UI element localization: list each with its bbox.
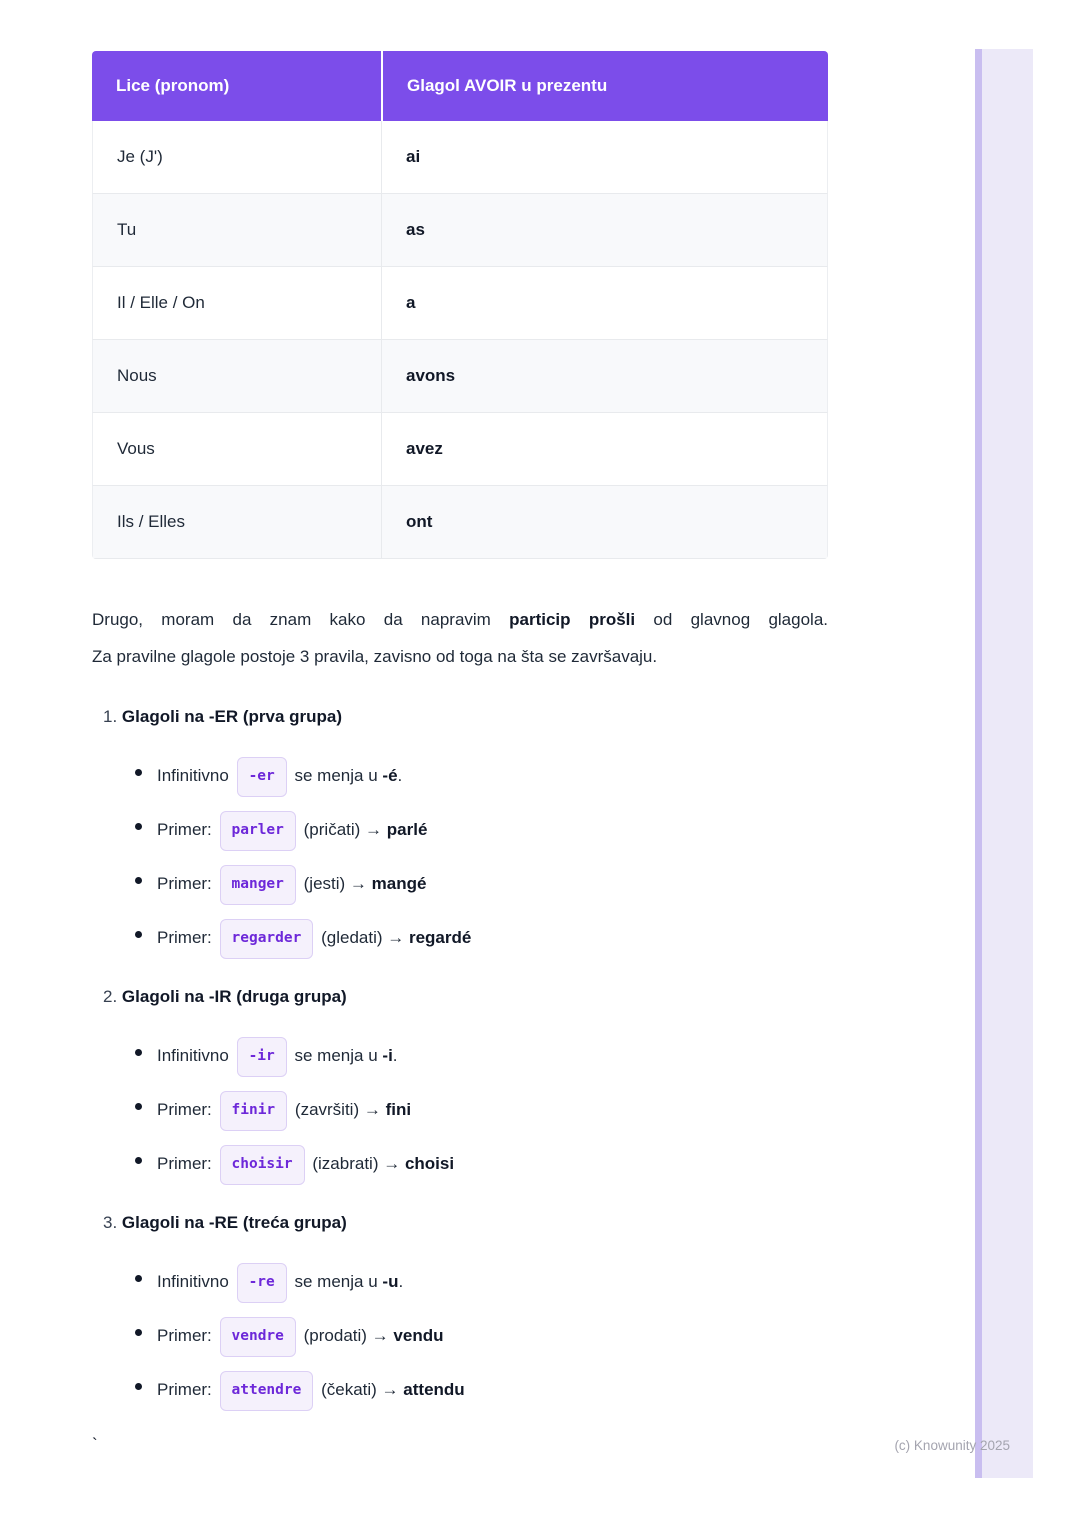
verb-group-list xyxy=(92,703,828,1411)
code-pill: regarder xyxy=(220,919,314,959)
example-item: Primer: manger (jesti) → mangé xyxy=(92,865,828,905)
intro-line-2: Za pravilne glagole postoje 3 pravila, zavisno od toga na šta se završavaju. xyxy=(92,647,658,666)
scrollbar-track xyxy=(981,49,1033,1478)
scrollbar-thumb[interactable] xyxy=(975,49,982,1478)
verb-cell: avons xyxy=(381,340,828,413)
pronoun-cell: Vous xyxy=(92,413,381,486)
table-header-pronoun: Lice (pronom) xyxy=(92,51,381,121)
group-title: Glagoli na -IR (druga grupa) xyxy=(121,987,347,1006)
verb-cell: ai xyxy=(381,121,828,194)
pronoun-cell: Je (J') xyxy=(92,121,381,194)
rule-item: Infinitivno -ir se menja u -i. xyxy=(92,1037,828,1077)
intro-bold-term: particip prošli xyxy=(509,610,636,629)
group-heading xyxy=(92,1209,828,1237)
table-row xyxy=(92,486,828,559)
code-pill: -er xyxy=(237,757,287,797)
rule-item: Infinitivno -er se menja u -é. xyxy=(92,757,828,797)
table-row xyxy=(92,267,828,340)
verb-cell: a xyxy=(381,267,828,340)
table-header-verb: Glagol AVOIR u prezentu xyxy=(381,51,828,121)
avoir-conjugation-table xyxy=(92,51,828,559)
group-title: Glagoli na -RE (treća grupa) xyxy=(121,1213,347,1232)
intro-text: Drugo, moram da znam kako da napravim xyxy=(92,610,510,629)
document-content xyxy=(92,51,828,1455)
code-pill: -ir xyxy=(237,1037,287,1077)
group-number: 1. xyxy=(103,707,118,726)
group-title: Glagoli na -ER (prva grupa) xyxy=(121,707,343,726)
group-number: 2. xyxy=(103,987,118,1006)
code-pill: -re xyxy=(237,1263,287,1303)
verb-cell: ont xyxy=(381,486,828,559)
example-item: Primer: regarder (gledati) → regardé xyxy=(92,919,828,959)
intro-line-1 xyxy=(92,601,828,638)
intro-text: od glavnog glagola. xyxy=(635,610,828,629)
intro-paragraph xyxy=(92,601,828,675)
pronoun-cell: Il / Elle / On xyxy=(92,267,381,340)
code-pill: parler xyxy=(220,811,296,851)
table-row xyxy=(92,413,828,486)
code-pill: vendre xyxy=(220,1317,296,1357)
pronoun-cell: Nous xyxy=(92,340,381,413)
rule-item: Infinitivno -re se menja u -u. xyxy=(92,1263,828,1303)
verb-cell: avez xyxy=(381,413,828,486)
table-header-row xyxy=(92,51,828,121)
stray-backtick: ` xyxy=(92,1435,98,1454)
code-pill: attendre xyxy=(220,1371,314,1411)
verb-cell: as xyxy=(381,194,828,267)
group-heading xyxy=(92,983,828,1011)
code-pill: manger xyxy=(220,865,296,905)
example-item: Primer: choisir (izabrati) → choisi xyxy=(92,1145,828,1185)
example-item: Primer: finir (završiti) → fini xyxy=(92,1091,828,1131)
example-item: Primer: attendre (čekati) → attendu xyxy=(92,1371,828,1411)
verb-group-ir xyxy=(92,983,828,1185)
example-item: Primer: vendre (prodati) → vendu xyxy=(92,1317,828,1357)
code-pill: choisir xyxy=(220,1145,305,1185)
example-item: Primer: parler (pričati) → parlé xyxy=(92,811,828,851)
table-row xyxy=(92,194,828,267)
verb-group-er xyxy=(92,703,828,959)
pronoun-cell: Tu xyxy=(92,194,381,267)
code-pill: finir xyxy=(220,1091,288,1131)
pronoun-cell: Ils / Elles xyxy=(92,486,381,559)
verb-group-re xyxy=(92,1209,828,1411)
table-row xyxy=(92,121,828,194)
table-row xyxy=(92,340,828,413)
group-number: 3. xyxy=(103,1213,118,1232)
copyright-notice: (c) Knowunity 2025 xyxy=(894,1438,1010,1453)
group-heading xyxy=(92,703,828,731)
